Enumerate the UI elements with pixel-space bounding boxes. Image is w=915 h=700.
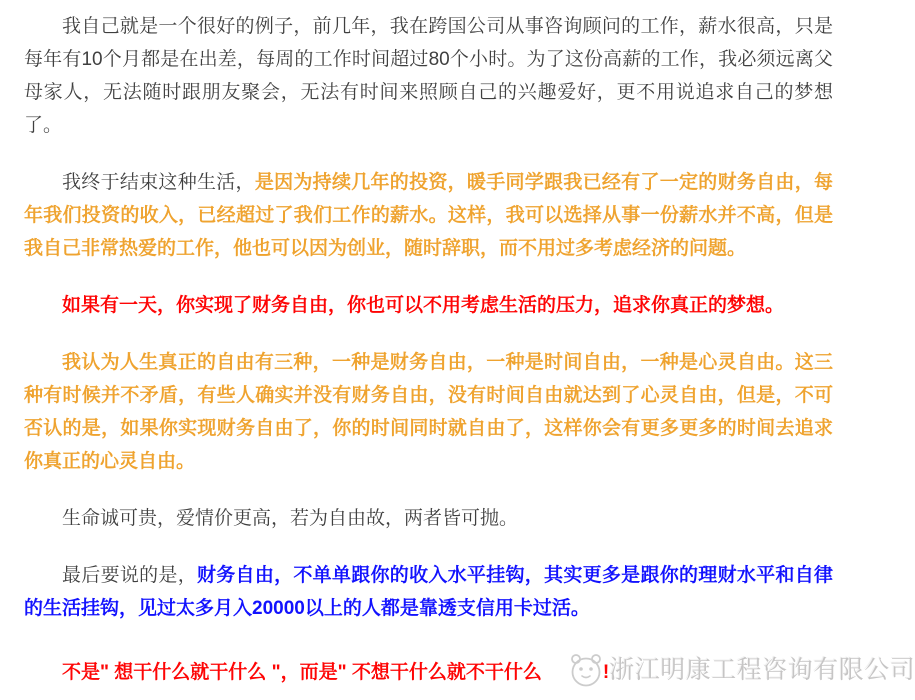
paragraph-blue-highlight: 财务自由，不单单跟你的收入水平挂钩，其实更多是跟你的理财水平和自律的生活挂钩，见过太多月入20000以上的人都是靠透支信用卡过活。 [24, 565, 833, 619]
conclusion-exclaim: ! [602, 662, 610, 683]
paragraph-conclusion [24, 649, 915, 700]
paragraph-intro [24, 10, 833, 142]
paragraph-orange-highlight: 是因为持续几年的投资，暖手同学跟我已经有了一定的财务自由，每年我们投资的收入，已经超过了我们工作的薪水。这样，我可以选择从事一份薪水并不高，但是我自己非常热爱的工作，他也可以因为创业，随时辞职，而不用过多考虑经济的问题。 [24, 172, 833, 259]
panda-face-logo-icon [528, 649, 606, 700]
paragraph-intro-text: 我自己就是一个很好的例子，前几年，我在跨国公司从事咨询顾问的工作，薪水很高，只是每年有10个月都是在出差，每周的工作时间超过80个小时。为了这份高薪的工作，我必须远离父母家人，无法随时跟朋友聚会，无法有时间来照顾自己的兴趣爱好，更不用说追求自己的梦想了。 [24, 16, 833, 136]
paragraph-final-note [24, 559, 833, 625]
paragraph-dream-red [24, 289, 833, 322]
paragraph-poem-text: 生命诚可贵，爱情价更高，若为自由故，两者皆可抛。 [62, 508, 519, 529]
paragraph-three-freedoms [24, 346, 833, 478]
paragraph-orange-highlight-2: 我认为人生真正的自由有三种，一种是财务自由，一种是时间自由，一种是心灵自由。这三种有时候并不矛盾，有些人确实并没有财务自由，没有时间自由就达到了心灵自由，但是，不可否认的是，如果你实现财务自由了，你的时间同时就自由了，这样你会有更多更多的时间去追求你真正的心灵自由。 [24, 352, 833, 472]
paragraph-ending-old-life [24, 166, 833, 265]
paragraph-lead-text: 我终于结束这种生活， [62, 172, 255, 193]
paragraph-red-highlight: 如果有一天，你实现了财务自由，你也可以不用考虑生活的压力，追求你真正的梦想。 [62, 295, 785, 316]
paragraph-lead-text-2: 最后要说的是， [62, 565, 197, 586]
paragraph-life-poem [24, 502, 833, 535]
company-watermark: 浙江明康工程咨询有限公司 [609, 656, 915, 684]
conclusion-red-text: 不是" 想干什么就干什么 "，而是" 不想干什么就不干什么 [62, 662, 542, 683]
